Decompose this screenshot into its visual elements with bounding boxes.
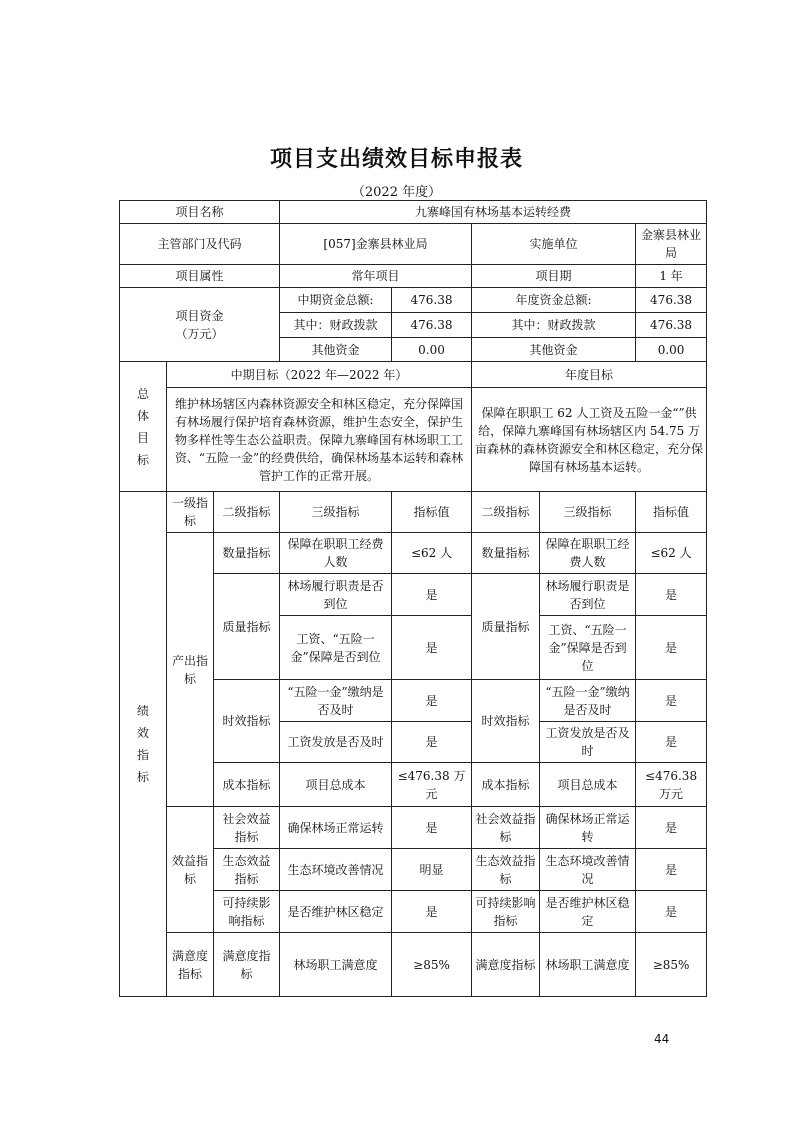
period-label: 项目期 (472, 265, 636, 288)
header-level3-year: 三级指标 (540, 492, 636, 533)
timeliness-indicator: 时效指标 (214, 680, 280, 763)
table-cell: 工资发放是否及时 (540, 722, 636, 763)
performance-target-table (119, 200, 707, 997)
table-cell: 保障在职职工经费人数 (280, 533, 392, 574)
table-cell: 工资发放是否及时 (280, 722, 392, 763)
table-cell: 确保林场正常运转 (280, 807, 392, 849)
mid-other-value: 0.00 (392, 338, 472, 362)
table-cell: ≥85% (392, 933, 472, 997)
mid-goal-header: 中期目标（2022 年—2022 年） (167, 362, 472, 388)
table-cell: 工资、“五险一金”保障是否到位 (280, 616, 392, 680)
cost-indicator-year: 成本指标 (472, 763, 540, 807)
impl-label: 实施单位 (472, 224, 636, 265)
table-cell: 林场履行职责是否到位 (540, 574, 636, 616)
project-name-label: 项目名称 (120, 201, 280, 224)
table-cell: 明显 (392, 849, 472, 891)
table-cell: 是 (392, 807, 472, 849)
social-benefit-indicator: 社会效益指标 (214, 807, 280, 849)
mid-total-value: 476.38 (392, 288, 472, 313)
year-other-value: 0.00 (636, 338, 707, 362)
attr-label: 项目属性 (120, 265, 280, 288)
project-name-value: 九寨峰国有林场基本运转经费 (280, 201, 707, 224)
table-cell: 是 (392, 680, 472, 722)
table-cell: 是否维护林区稳定 (280, 891, 392, 933)
table-cell: “五险一金”缴纳是否及时 (540, 680, 636, 722)
year-total-label: 年度资金总额: (472, 288, 636, 313)
header-value-year: 指标值 (636, 492, 707, 533)
table-cell: 是 (392, 574, 472, 616)
table-cell: 林场职工满意度 (280, 933, 392, 997)
funds-label-line1: 项目资金 (175, 308, 224, 323)
mid-goal-text: 维护林场辖区内森林资源安全和林区稳定，充分保障国有林场履行保护培育森林资源，维护生态安全，保护生物多样性等生态公益职责。保障九寨峰国有林场职工工资、“五险一金”的经费供给，确保林场基本运转和森林管护工作的正常开展。 (167, 388, 472, 492)
table-cell: 是 (636, 891, 707, 933)
indicators-label: 绩效指标 (120, 492, 167, 997)
year-goal-header: 年度目标 (472, 362, 707, 388)
satisfaction-indicator: 满意度指标 (214, 933, 280, 997)
attr-value: 常年项目 (280, 265, 472, 288)
table-cell: ≤476.38 万元 (392, 763, 472, 807)
table-cell: ≤62 人 (636, 533, 707, 574)
quantity-indicator-year: 数量指标 (472, 533, 540, 574)
year-total-value: 476.38 (636, 288, 707, 313)
table-cell: 工资、“五险一金”保障是否到位 (540, 616, 636, 680)
table-cell: 是 (636, 722, 707, 763)
mid-fiscal-label: 其中：财政拨款 (280, 313, 392, 338)
table-cell: 林场履行职责是否到位 (280, 574, 392, 616)
header-value: 指标值 (392, 492, 472, 533)
table-cell: 是 (636, 680, 707, 722)
table-cell: 是 (392, 722, 472, 763)
table-cell: ≤476.38 万元 (636, 763, 707, 807)
sustain-indicator-year: 可持续影响指标 (472, 891, 540, 933)
table-cell: “五险一金”缴纳是否及时 (280, 680, 392, 722)
sustain-indicator: 可持续影响指标 (214, 891, 280, 933)
header-level2-year: 二级指标 (472, 492, 540, 533)
header-level2: 二级指标 (214, 492, 280, 533)
table-cell: ≤62 人 (392, 533, 472, 574)
dept-value: [057]金寨县林业局 (280, 224, 472, 265)
table-cell: 是 (392, 616, 472, 680)
table-cell: 项目总成本 (540, 763, 636, 807)
table-cell: 是 (636, 574, 707, 616)
satisfaction-indicator-year: 满意度指标 (472, 933, 540, 997)
funds-label-line2: （万元） (175, 326, 224, 341)
timeliness-indicator-year: 时效指标 (472, 680, 540, 763)
table-cell: 项目总成本 (280, 763, 392, 807)
page-title: 项目支出绩效目标申报表 (269, 147, 523, 172)
table-cell: 是 (636, 616, 707, 680)
year-fiscal-label: 其中：财政拨款 (472, 313, 636, 338)
benefit-indicators: 效益指标 (167, 807, 214, 933)
table-cell: ≥85% (636, 933, 707, 997)
overall-goal-label: 总体目标 (120, 362, 167, 492)
mid-fiscal-value: 476.38 (392, 313, 472, 338)
page-subtitle: （2022 年度） (351, 185, 442, 200)
period-value: 1 年 (636, 265, 707, 288)
table-cell: 保障在职职工经费人数 (540, 533, 636, 574)
eco-benefit-indicator-year: 生态效益指标 (472, 849, 540, 891)
quality-indicator: 质量指标 (214, 574, 280, 680)
quality-indicator-year: 质量指标 (472, 574, 540, 680)
mid-other-label: 其他资金 (280, 338, 392, 362)
table-cell: 是 (636, 807, 707, 849)
table-cell: 是否维护林区稳定 (540, 891, 636, 933)
table-cell: 生态环境改善情况 (540, 849, 636, 891)
table-cell: 是 (636, 849, 707, 891)
cost-indicator: 成本指标 (214, 763, 280, 807)
impl-value: 金寨县林业局 (636, 224, 707, 265)
mid-total-label: 中期资金总额: (280, 288, 392, 313)
header-level3: 三级指标 (280, 492, 392, 533)
table-cell: 生态环境改善情况 (280, 849, 392, 891)
year-fiscal-value: 476.38 (636, 313, 707, 338)
year-goal-text: 保障在职职工 62 人工资及五险一金“”供给，保障九寨峰国有林场辖区内 54.75 万亩森林的森林资源安全和林区稳定，充分保障国有林场基本运转。 (472, 388, 707, 492)
year-other-label: 其他资金 (472, 338, 636, 362)
header-level1: 一级指标 (167, 492, 214, 533)
output-indicators: 产出指标 (167, 533, 214, 807)
dept-label: 主管部门及代码 (120, 224, 280, 265)
table-cell: 林场职工满意度 (540, 933, 636, 997)
eco-benefit-indicator: 生态效益指标 (214, 849, 280, 891)
social-benefit-indicator-year: 社会效益指标 (472, 807, 540, 849)
table-cell: 确保林场正常运转 (540, 807, 636, 849)
satisfaction-indicators: 满意度指标 (167, 933, 214, 997)
page-number: 44 (654, 1032, 670, 1046)
funds-label (120, 288, 280, 362)
quantity-indicator: 数量指标 (214, 533, 280, 574)
table-cell: 是 (392, 891, 472, 933)
